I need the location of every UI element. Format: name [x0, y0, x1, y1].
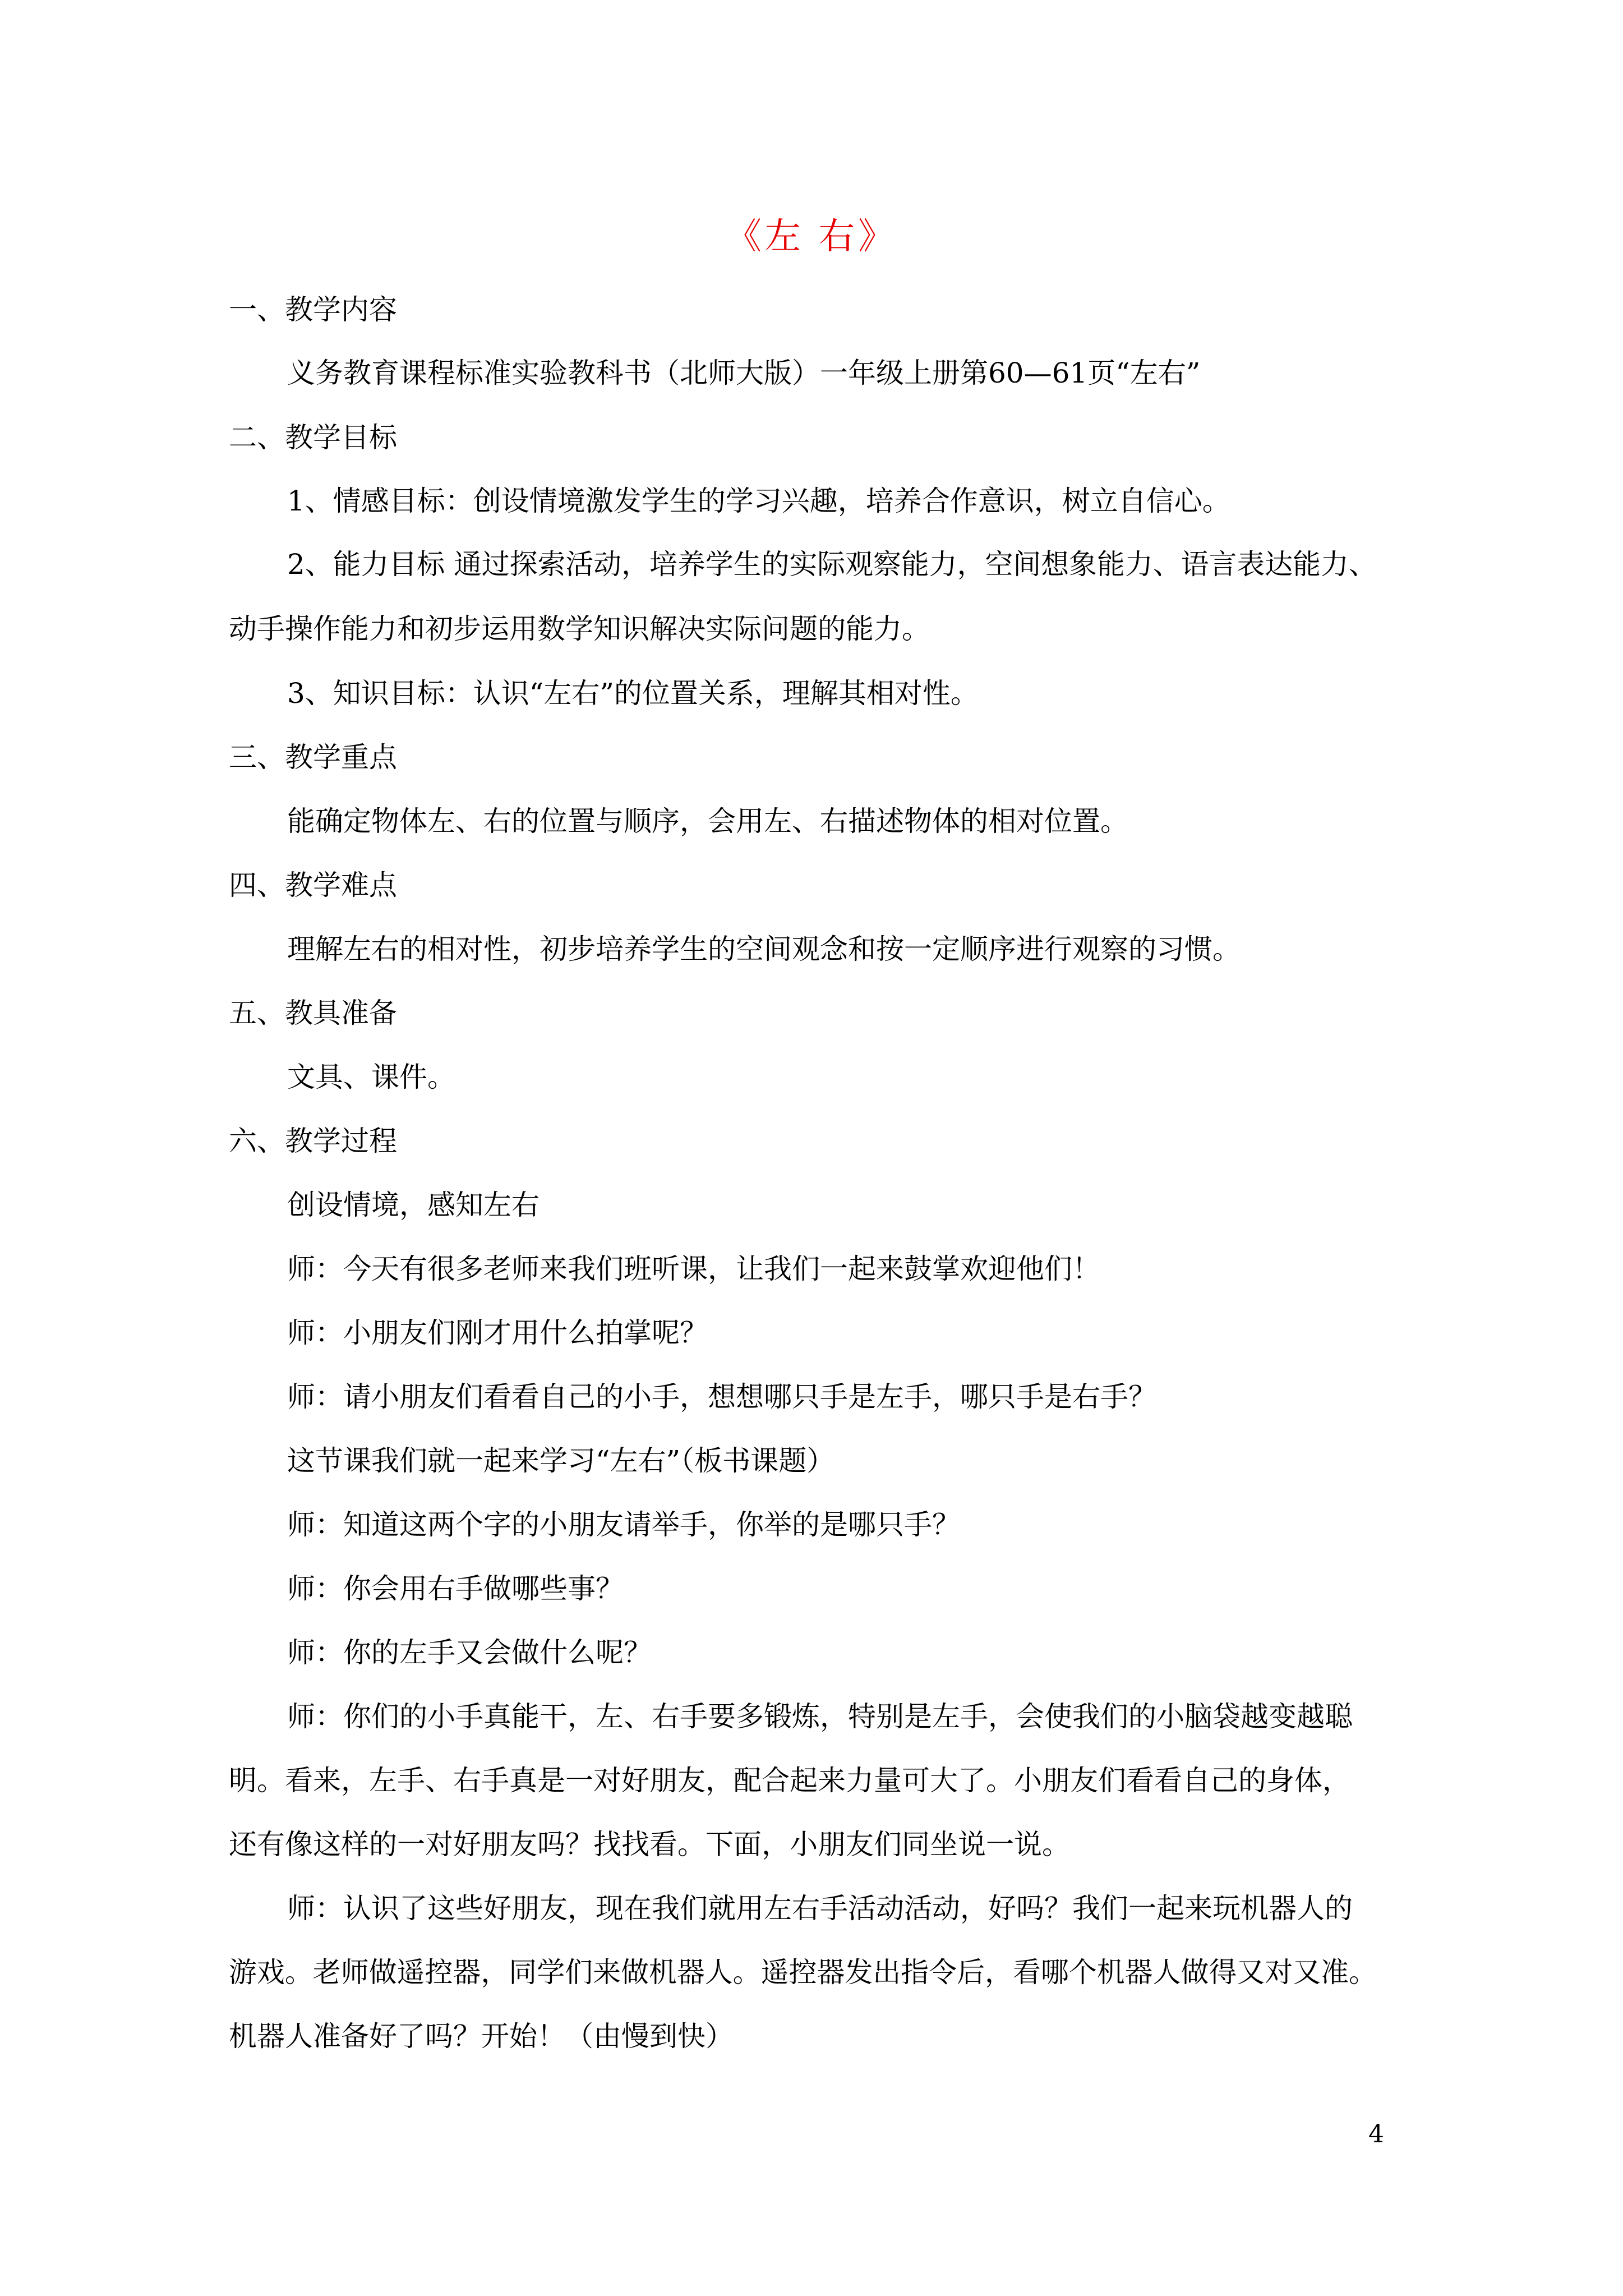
process-line: 师：知道这两个字的小朋友请举手，你举的是哪只手？ — [287, 1508, 960, 1541]
process-line: 还有像这样的一对好朋友吗？找找看。下面，小朋友们同坐说一说。 — [229, 1828, 1070, 1861]
section-text-content: 义务教育课程标准实验教科书（北师大版）一年级上册第60—61页“左右” — [287, 357, 1201, 389]
document-title: 《左 右》 — [725, 216, 898, 257]
process-line: 师：认识了这些好朋友，现在我们就用左右手活动活动，好吗？我们一起来玩机器人的 — [287, 1892, 1353, 1925]
goal-knowledge: 3、知识目标：认识“左右”的位置关系，理解其相对性。 — [287, 677, 979, 710]
process-line: 师：你们的小手真能干，左、右手要多锻炼，特别是左手，会使我们的小脑袋越变越聪 — [287, 1700, 1353, 1733]
section-heading-materials: 五、教具准备 — [229, 997, 397, 1029]
section-heading-focus: 三、教学重点 — [229, 741, 397, 774]
process-line: 创设情境，感知左右 — [287, 1189, 540, 1221]
process-line: 游戏。老师做遥控器，同学们来做机器人。遥控器发出指令后，看哪个机器人做得又对又准。 — [229, 1956, 1377, 1989]
process-line: 师：你会用右手做哪些事？ — [287, 1572, 624, 1605]
goal-ability-line2: 动手操作能力和初步运用数学知识解决实际问题的能力。 — [229, 613, 930, 645]
process-line: 这节课我们就一起来学习“左右”（板书课题） — [287, 1444, 835, 1477]
section-heading-content: 一、教学内容 — [229, 293, 397, 326]
section-heading-difficulty: 四、教学难点 — [229, 869, 397, 901]
section-text-materials: 文具、课件。 — [287, 1061, 455, 1093]
section-text-difficulty: 理解左右的相对性，初步培养学生的空间观念和按一定顺序进行观察的习惯。 — [287, 933, 1241, 965]
section-text-focus: 能确定物体左、右的位置与顺序，会用左、右描述物体的相对位置。 — [287, 805, 1128, 838]
process-line: 明。看来，左手、右手真是一对好朋友，配合起来力量可大了。小朋友们看看自己的身体， — [229, 1764, 1350, 1797]
section-heading-process: 六、教学过程 — [229, 1125, 397, 1157]
process-line: 师：小朋友们刚才用什么拍掌呢？ — [287, 1317, 708, 1349]
process-line: 师：请小朋友们看看自己的小手，想想哪只手是左手，哪只手是右手？ — [287, 1381, 1156, 1413]
page-number: 4 — [1368, 2120, 1384, 2148]
process-line: 师：今天有很多老师来我们班听课，让我们一起来鼓掌欢迎他们！ — [287, 1253, 1100, 1285]
section-heading-goals: 二、教学目标 — [229, 421, 397, 454]
goal-ability-line1: 2、能力目标 通过探索活动，培养学生的实际观察能力，空间想象能力、语言表达能力、 — [287, 548, 1377, 581]
process-line: 机器人准备好了吗？开始！（由慢到快） — [229, 2020, 734, 2053]
goal-emotion: 1、情感目标：创设情境激发学生的学习兴趣，培养合作意识，树立自信心。 — [287, 485, 1230, 517]
process-line: 师：你的左手又会做什么呢？ — [287, 1636, 652, 1669]
